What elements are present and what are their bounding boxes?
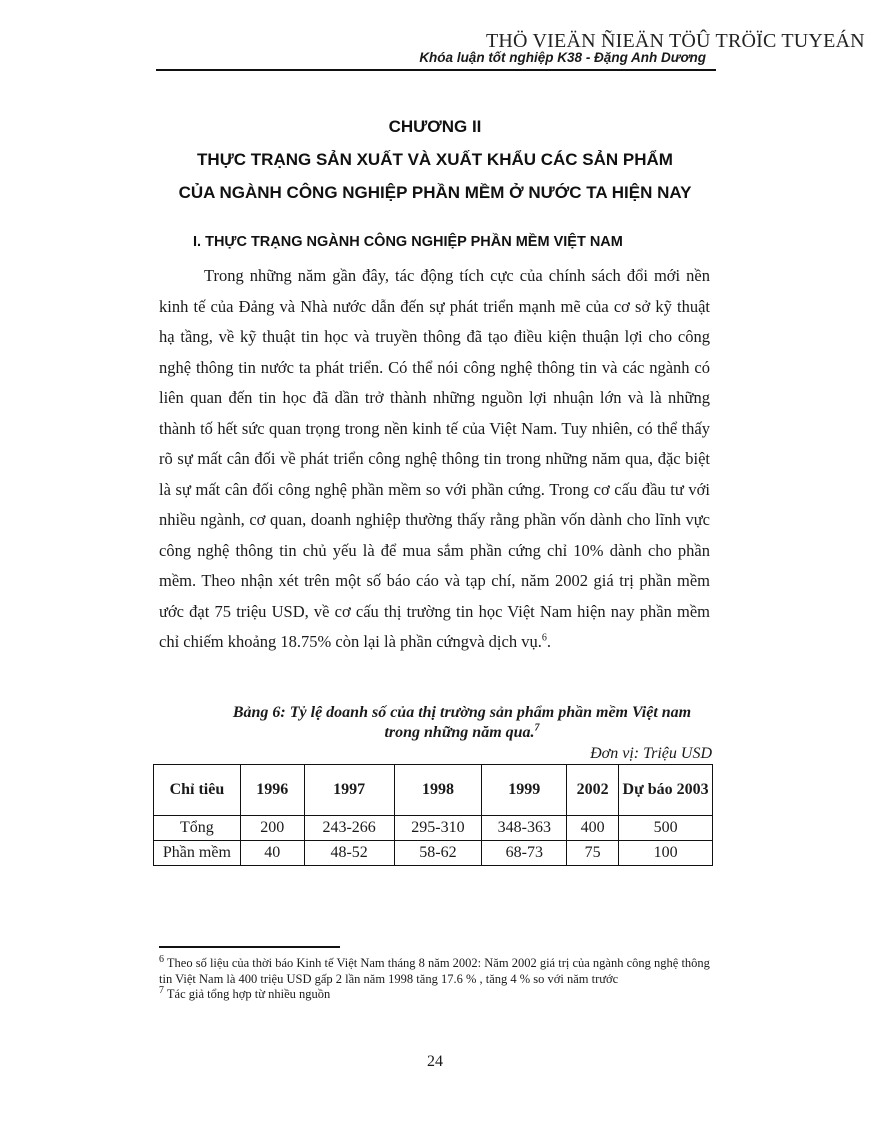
table-header-row <box>154 765 713 816</box>
footnote-ref: 6 <box>541 632 547 644</box>
table-cell: 500 <box>619 816 713 841</box>
table-cell: 68-73 <box>482 841 567 866</box>
table-unit: Đơn vị: Triệu USD <box>590 745 712 762</box>
table-cell: 75 <box>567 841 619 866</box>
table-caption <box>152 703 772 743</box>
table-cell: 348-363 <box>482 816 567 841</box>
table-header-cell: Chỉ tiêu <box>154 765 241 816</box>
table-caption-line-2-text: trong những năm qua. <box>384 724 535 741</box>
header-rule <box>156 69 716 71</box>
table-header-cell: 1997 <box>304 765 394 816</box>
chapter-title-line-1: THỰC TRẠNG SẢN XUẤT VÀ XUẤT KHẨU CÁC SẢN PHẨM <box>197 150 673 169</box>
table-header-cell: 1998 <box>394 765 482 816</box>
table-cell: 200 <box>240 816 304 841</box>
chapter-title-line-2: CỦA NGÀNH CÔNG NGHIỆP PHẦN MỀM Ở NƯỚC TA HIỆN NAY <box>178 183 692 202</box>
footnote-text: Tác giả tổng hợp từ nhiều nguồn <box>166 987 331 1001</box>
table-caption-line-2 <box>152 723 772 743</box>
footnote-number: 7 <box>159 984 164 996</box>
table-header-cell: Dự báo 2003 <box>619 765 713 816</box>
table-cell: 48-52 <box>304 841 394 866</box>
table-cell: 58-62 <box>394 841 482 866</box>
footnote <box>159 984 719 1003</box>
section-heading: I. THỰC TRẠNG NGÀNH CÔNG NGHIỆP PHẦN MỀM VIỆT NAM <box>193 234 623 250</box>
table-caption-ref: 7 <box>534 722 540 734</box>
table-header-cell: 1996 <box>240 765 304 816</box>
table-cell: 40 <box>240 841 304 866</box>
footnotes <box>159 953 719 1003</box>
table-header-cell: 2002 <box>567 765 619 816</box>
table-cell: 400 <box>567 816 619 841</box>
chapter-number: CHƯƠNG II <box>388 117 482 136</box>
page-number: 24 <box>427 1053 443 1070</box>
table-row <box>154 816 713 841</box>
table-caption-line-1: Bảng 6: Tỷ lệ doanh số của thị trường sản phẩm phần mềm Việt nam <box>232 704 692 721</box>
table-header-cell: 1999 <box>482 765 567 816</box>
table-cell: 243-266 <box>304 816 394 841</box>
table-cell: Phần mềm <box>154 841 241 866</box>
body-paragraph <box>159 261 710 658</box>
table-row <box>154 841 713 866</box>
footnote <box>159 953 719 987</box>
table-cell: 295-310 <box>394 816 482 841</box>
table-cell: Tổng <box>154 816 241 841</box>
body-paragraph-text: Trong những năm gần đây, tác động tích cực của chính sách đổi mới nền kinh tế của Đảng và Nhà nước dẫn đến sự phát triển mạnh mẽ của cơ sở kỹ thuật hạ tầng, về kỹ thuật tin học và truyền thông đã tạo điều kiện thuận lợi cho công nghệ thông tin nước ta phát triển. Có thể nói công nghệ thông tin và các ngành có liên quan đến tin học đã dần trở thành những nguồn lợi nhuận lớn và là những thành tố hết sức quan trọng trong nền kinh tế của Việt Nam. Tuy nhiên, có thể thấy rõ sự mất cân đối về phát triển công nghệ thông tin trong những năm qua, đặc biệt là sự mất cân đối công nghệ phần mềm so với phần cứng. Trong cơ cấu đầu tư với nhiều ngành, cơ quan, doanh nghiệp thường thấy rằng phần vốn dành cho lĩnh vực công nghệ thông tin chủ yếu là để mua sắm phần cứng chỉ 10% dành cho phần mềm. Theo nhận xét trên một số báo cáo và tạp chí, năm 2002 giá trị phần mềm ước đạt 75 triệu USD, về cơ cấu thị trường tin học Việt Nam hiện nay phần mềm chỉ chiếm khoảng 18.75% còn lại là phần cứngvà dịch vụ. <box>159 266 710 651</box>
running-header: Khóa luận tốt nghiệp K38 - Đặng Anh Dương <box>419 50 706 65</box>
table-cell: 100 <box>619 841 713 866</box>
watermark-text: THÖ VIEÄN ÑIEÄN TÖÛ TRÖÏC TUYEÁN <box>486 30 865 52</box>
footnote-rule <box>159 946 340 948</box>
data-table <box>153 764 713 866</box>
footnote-number: 6 <box>159 953 164 965</box>
body-paragraph-end: . <box>546 632 551 651</box>
footnote-text: Theo số liệu của thời báo Kinh tế Việt Nam tháng 8 năm 2002: Năm 2002 giá trị của ngành công nghệ thông tin Việt Nam là 400 triệu USD gấp 2 lần năm 1998 tăng 17.6 % , tăng 4 % so với năm trước <box>159 956 710 986</box>
